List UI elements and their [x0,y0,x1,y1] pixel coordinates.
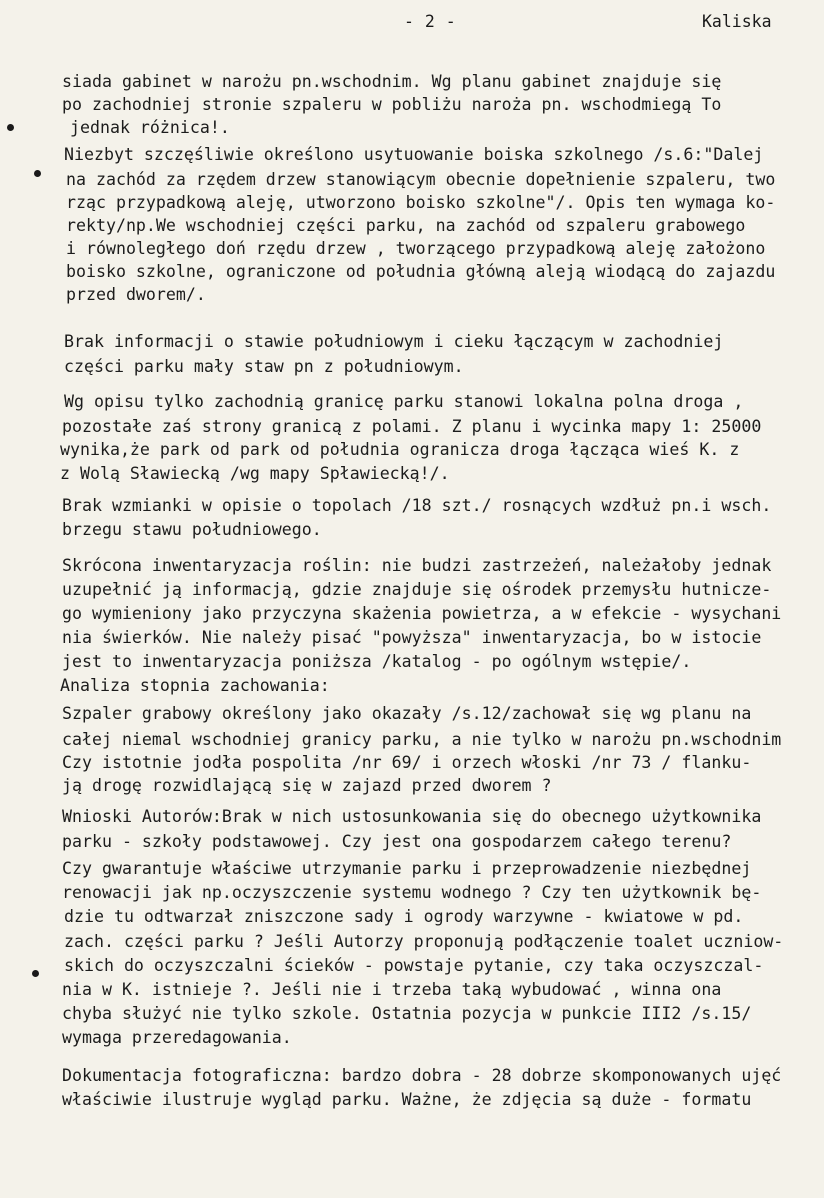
text-line: rząc przypadkową aleję, utworzono boisko szkolne"/. Opis ten wymaga ko- [66,193,776,212]
text-line: brzegu stawu południowego. [62,520,322,539]
text-line: zach. części parku ? Jeśli Autorzy proponują podłączenie toalet uczniow- [64,932,784,951]
text-line: chyba służyć nie tylko szkole. Ostatnia pozycja w punkcie III2 /s.15/ [62,1004,752,1023]
text-line: go wymieniony jako przyczyna skażenia powietrza, a w efekcie - wysychani [62,604,782,623]
text-line: skich do oczyszczalni ścieków - powstaje pytanie, czy taka oczyszczal- [64,956,764,975]
text-line: przed dworem/. [66,285,206,304]
text-line: ją drogę rozwidlającą się w zajazd przed dworem ? [62,776,552,795]
text-line: pozostałe zaś strony granicą z polami. Z planu i wycinka mapy 1: 25000 [62,417,762,436]
text-line: wymaga przeredagowania. [62,1028,292,1047]
text-line: dzie tu odtwarzał zniszczone sady i ogrody warzywne - kwiatowe w pd. [64,907,744,926]
text-line: Szpaler grabowy określony jako okazały /s.12/zachował się wg planu na [62,704,752,723]
text-line: Wg opisu tylko zachodnią granicę parku stanowi lokalna polna droga , [64,392,744,411]
text-line: właściwie ilustruje wygląd parku. Ważne, że zdjęcia są duże - formatu [62,1090,752,1109]
text-line: Wnioski Autorów:Brak w nich ustosunkowania się do obecnego użytkownika [62,807,762,826]
text-line: boisko szkolne, ograniczone od południa główną aleją wiodącą do zajazdu [66,262,776,281]
text-line: wynika,że park od park od południa ogranicza droga łącząca wieś K. z [60,440,740,459]
text-line: nia świerków. Nie należy pisać "powyższa" inwentaryzacja, bo w istocie [62,628,762,647]
text-line: Brak informacji o stawie południowym i cieku łączącym w zachodniej [64,332,724,351]
text-line: i równoległego doń rzędu drzew , tworzącego przypadkową aleję założono [66,239,766,258]
text-line: rekty/np.We wschodniej części parku, na zachód od szpaleru grabowego [66,216,746,235]
text-line: nia w K. istnieje ?. Jeśli nie i trzeba taką wybudować , winna ona [62,980,722,999]
text-line: części parku mały staw pn z południowym. [64,357,464,376]
author-name: Kaliska [702,12,772,31]
text-line: Analiza stopnia zachowania: [60,676,330,695]
text-line: całej niemal wschodniej granicy parku, a nie tylko w narożu pn.wschodnim [62,730,782,749]
document-body [0,72,824,1198]
page-number: - 2 - [404,12,457,31]
text-line: uzupełnić ją informacją, gdzie znajduje się ośrodek przemysłu hutnicze- [62,580,772,599]
text-line: Czy istotnie jodła pospolita /nr 69/ i orzech włoski /nr 73 / flanku- [62,753,752,772]
text-line: Brak wzmianki w opisie o topolach /18 szt./ rosnących wzdłuż pn.i wsch. [62,496,772,515]
text-line: parku - szkoły podstawowej. Czy jest ona gospodarzem całego terenu? [62,832,732,851]
text-line: z Wolą Sławiecką /wg mapy Spławiecką!/. [60,464,450,483]
margin-mark [34,170,41,177]
text-line: Czy gwarantuje właściwe utrzymanie parku i przeprowadzenie niezbędnej [62,859,752,878]
margin-mark [32,970,39,977]
text-line: Niezbyt szczęśliwie określono usytuowanie boiska szkolnego /s.6:"Dalej [64,145,764,164]
text-line: siada gabinet w narożu pn.wschodnim. Wg planu gabinet znajduje się [62,72,722,91]
text-line: po zachodniej stronie szpaleru w pobliżu naroża pn. wschodmiegą To [62,95,722,114]
margin-mark [7,124,14,131]
text-line: renowacji jak np.oczyszczenie systemu wodnego ? Czy ten użytkownik bę- [62,883,762,902]
text-line: jest to inwentaryzacja poniższa /katalog - po ogólnym wstępie/. [62,652,692,671]
text-line: na zachód za rzędem drzew stanowiącym obecnie dopełnienie szpaleru, two [66,170,776,189]
text-line: jednak różnica!. [70,118,230,137]
text-line: Skrócona inwentaryzacja roślin: nie budzi zastrzeżeń, należałoby jednak [62,556,772,575]
page-header [0,12,824,38]
text-line: Dokumentacja fotograficzna: bardzo dobra - 28 dobrze skomponowanych ujęć [62,1066,782,1085]
